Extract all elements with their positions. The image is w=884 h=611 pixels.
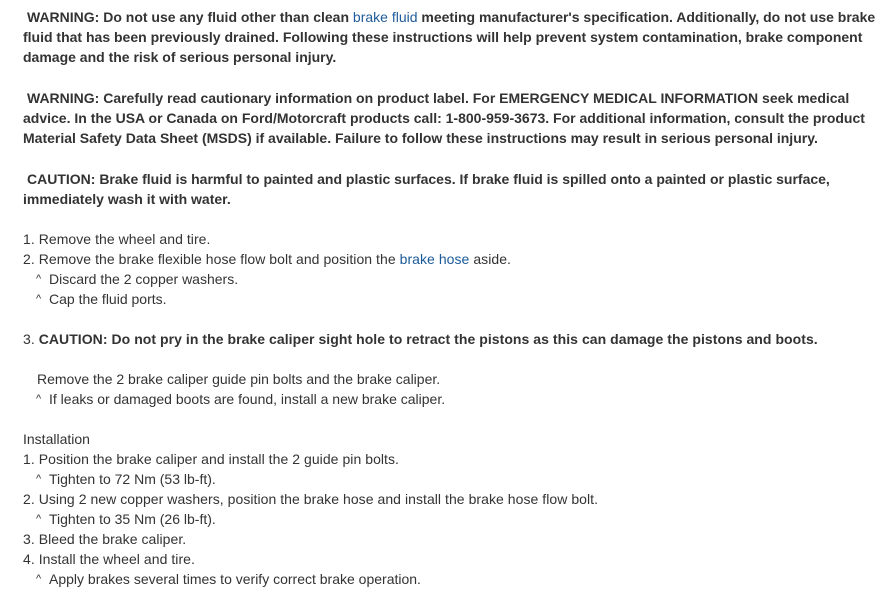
installation-step-3: 3. Bleed the brake caliper.: [23, 531, 187, 547]
brake-hose-link[interactable]: brake hose: [399, 251, 470, 267]
step-text-cont: aside.: [469, 251, 511, 267]
spacer: [23, 309, 884, 329]
installation-step-4: 4. Install the wheel and tire.: [23, 551, 195, 567]
removal-step-2-sub-1: [23, 269, 884, 289]
spacer: [23, 409, 884, 429]
installation-step-1: 1. Position the brake caliper and install the 2 guide pin bolts.: [23, 451, 399, 467]
warning-text: WARNING: Do not use any fluid other than clean: [27, 9, 353, 25]
caution-text: CAUTION: Brake fluid is harmful to painted and plastic surfaces. If brake fluid is spilled onto a painted or plastic surface, immediately wash it with water.: [23, 171, 830, 207]
brake-fluid-link[interactable]: brake fluid: [352, 9, 418, 25]
removal-step-1: 1. Remove the wheel and tire.: [23, 231, 211, 247]
caret-icon: ^: [36, 573, 42, 585]
spacer: [23, 148, 884, 169]
caret-icon: ^: [36, 273, 42, 285]
substep-text: Tighten to 35 Nm (26 lb-ft).: [49, 511, 216, 527]
installation-step-4-sub-1: [23, 569, 884, 589]
removal-step-2: [23, 249, 884, 269]
substep-text: Apply brakes several times to verify correct brake operation.: [49, 571, 421, 587]
step-number: 3.: [23, 331, 39, 347]
caret-icon: ^: [36, 473, 42, 485]
warning-paragraph-2: [23, 88, 884, 148]
spacer: [23, 349, 884, 369]
spacer: [23, 67, 884, 88]
substep-text: Discard the 2 copper washers.: [49, 271, 239, 287]
substep-text: Tighten to 72 Nm (53 lb-ft).: [49, 471, 216, 487]
removal-step-3-sub-1: [23, 389, 884, 409]
caret-icon: ^: [36, 513, 42, 525]
spacer: [23, 209, 884, 229]
warning-text-cont: meeting manufacturer's specification. Additionally, do not use brake fluid that has been previously drained. Following these instructions will help prevent system contamination, brake component damage and the risk of serious personal injury.: [23, 9, 876, 65]
installation-heading: Installation: [23, 431, 90, 447]
installation-step-2: 2. Using 2 new copper washers, position the brake hose and install the brake hose flow bolt.: [23, 491, 599, 507]
removal-step-3: [23, 329, 884, 349]
substep-text: If leaks or damaged boots are found, install a new brake caliper.: [49, 391, 446, 407]
warning-text: WARNING: Carefully read cautionary information on product label. For EMERGENCY MEDICAL INFORMATION seek medical advice. In the USA or Canada on Ford/Motorcraft products call: 1-800-959-3673. For additional information, consult the product Material Safety Data Sheet (MSDS) if available. Failure to follow these instructions may result in serious personal injury.: [23, 90, 865, 146]
caution-paragraph: [23, 169, 884, 209]
removal-step-2-sub-2: [23, 289, 884, 309]
warning-paragraph-1: [23, 7, 884, 67]
step-text: 2. Remove the brake flexible hose flow bolt and position the: [23, 251, 400, 267]
installation-step-1-sub-1: [23, 469, 884, 489]
installation-step-2-sub-1: [23, 509, 884, 529]
substep-text: Cap the fluid ports.: [49, 291, 167, 307]
removal-step-3-text: Remove the 2 brake caliper guide pin bolts and the brake caliper.: [37, 371, 441, 387]
caret-icon: ^: [36, 293, 42, 305]
step-caution-text: CAUTION: Do not pry in the brake caliper sight hole to retract the pistons as this can damage the pistons and boots.: [38, 331, 818, 347]
caret-icon: ^: [36, 393, 42, 405]
